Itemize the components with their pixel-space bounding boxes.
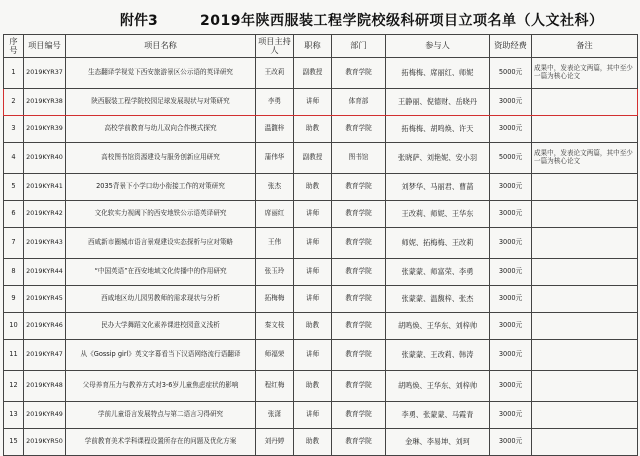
cell-project-name: 从《Gossip girl》英文字幕看当下汉语网络流行语翻译 <box>66 340 256 371</box>
cell-members: 张晓萨、刘艳妮、安小羽 <box>386 143 490 174</box>
cell-title: 助教 <box>294 313 332 340</box>
cell-leader: 拓梅梅 <box>256 286 294 313</box>
cell-note <box>532 402 638 429</box>
cell-dept: 教育学院 <box>332 201 386 228</box>
cell-project-name: 2035背景下小学口幼小衔接工作的对策研究 <box>66 174 256 201</box>
cell-title: 助教 <box>294 174 332 201</box>
table-header-row <box>4 35 638 58</box>
cell-fund: 5000元 <box>490 58 532 89</box>
cell-project-name: “中国英语”在西安地域文化传播中的作用研究 <box>66 259 256 286</box>
cell-dept: 教育学院 <box>332 429 386 456</box>
table-row <box>4 58 638 89</box>
cell-members: 王静丽、倪德财、岳晓丹 <box>386 89 490 116</box>
cell-note: 成果中，发表论文两篇，其中至少一篇为核心论文 <box>532 58 638 89</box>
cell-fund: 3000元 <box>490 340 532 371</box>
cell-project-name: 陕西服装工程学院校园足球发展现状与对策研究 <box>66 89 256 116</box>
cell-title: 副教授 <box>294 143 332 174</box>
cell-note <box>532 340 638 371</box>
cell-note <box>532 286 638 313</box>
table-row <box>4 201 638 228</box>
cell-no: 5 <box>4 174 24 201</box>
cell-note <box>532 201 638 228</box>
cell-code: 2019KYR40 <box>24 143 66 174</box>
cell-members: 胡鸣焕、王华东、刘梓帅 <box>386 313 490 340</box>
cell-no: 8 <box>4 259 24 286</box>
cell-leader: 秦文枝 <box>256 313 294 340</box>
cell-title: 助教 <box>294 429 332 456</box>
cell-note <box>532 371 638 402</box>
cell-dept: 教育学院 <box>332 371 386 402</box>
cell-no: 13 <box>4 402 24 429</box>
cell-members: 张蒙蒙、王改莉、韩涛 <box>386 340 490 371</box>
table-row <box>4 174 638 201</box>
cell-no: 11 <box>4 340 24 371</box>
cell-title: 助教 <box>294 371 332 402</box>
cell-title: 讲师 <box>294 402 332 429</box>
cell-members: 拓梅梅、席丽红、师妮 <box>386 58 490 89</box>
cell-note <box>532 89 638 116</box>
cell-no: 4 <box>4 143 24 174</box>
cell-dept: 教育学院 <box>332 286 386 313</box>
cell-title: 讲师 <box>294 201 332 228</box>
cell-fund: 3000元 <box>490 116 532 143</box>
table-row <box>4 371 638 402</box>
cell-title: 助教 <box>294 116 332 143</box>
cell-code: 2019KYR41 <box>24 174 66 201</box>
table-row <box>4 286 638 313</box>
cell-title: 讲师 <box>294 89 332 116</box>
cell-leader: 席丽红 <box>256 201 294 228</box>
cell-dept: 教育学院 <box>332 259 386 286</box>
cell-fund: 3000元 <box>490 286 532 313</box>
cell-fund: 3000元 <box>490 228 532 259</box>
cell-leader: 温馥梓 <box>256 116 294 143</box>
cell-fund: 3000元 <box>490 402 532 429</box>
col-header-title: 职称 <box>294 35 332 58</box>
cell-leader: 蒲伟华 <box>256 143 294 174</box>
cell-dept: 教育学院 <box>332 402 386 429</box>
cell-leader: 李勇 <box>256 89 294 116</box>
document-header <box>0 6 640 30</box>
cell-note <box>532 228 638 259</box>
cell-note <box>532 429 638 456</box>
cell-members: 拓梅梅、胡鸣焕、许天 <box>386 116 490 143</box>
cell-members: 李勇、张蒙蒙、马霞青 <box>386 402 490 429</box>
cell-title: 讲师 <box>294 259 332 286</box>
cell-fund: 3000元 <box>490 201 532 228</box>
cell-note <box>532 116 638 143</box>
cell-no: 7 <box>4 228 24 259</box>
table-row <box>4 143 638 174</box>
document-title: 2019年陕西服装工程学院校级科研项目立项名单（人文社科） <box>200 13 604 29</box>
cell-members: 刘梦华、马丽君、曹菡 <box>386 174 490 201</box>
cell-leader: 师福荣 <box>256 340 294 371</box>
cell-dept: 教育学院 <box>332 58 386 89</box>
cell-project-name: 父母养育压力与教养方式对3-6岁儿童焦虑症状的影响 <box>66 371 256 402</box>
cell-project-name: 高校图书馆资源建设与服务创新应用研究 <box>66 143 256 174</box>
cell-no: 3 <box>4 116 24 143</box>
table-row <box>4 429 638 456</box>
cell-project-name: 文化软实力视阈下的西安地铁公示语英译研究 <box>66 201 256 228</box>
cell-fund: 3000元 <box>490 313 532 340</box>
project-table <box>3 34 638 456</box>
col-header-no: 序号 <box>4 35 24 58</box>
cell-code: 2019KYR46 <box>24 313 66 340</box>
cell-dept: 体育部 <box>332 89 386 116</box>
cell-dept: 图书馆 <box>332 143 386 174</box>
table-row <box>4 259 638 286</box>
cell-no: 1 <box>4 58 24 89</box>
cell-code: 2019KYR42 <box>24 201 66 228</box>
col-header-leader: 项目主持人 <box>256 35 294 58</box>
cell-code: 2019KYR44 <box>24 259 66 286</box>
col-header-fund: 资助经费 <box>490 35 532 58</box>
cell-fund: 3000元 <box>490 371 532 402</box>
cell-note: 成果中，发表论文两篇，其中至少一篇为核心论文 <box>532 143 638 174</box>
cell-project-name: 西咸地区幼儿园男教师的需求现状与分析 <box>66 286 256 313</box>
cell-note <box>532 313 638 340</box>
cell-project-name: 学前儿童语言发展特点与第二语言习得研究 <box>66 402 256 429</box>
cell-members: 胡鸣焕、王华东、刘梓帅 <box>386 371 490 402</box>
cell-code: 2019KYR49 <box>24 402 66 429</box>
cell-leader: 刘丹婷 <box>256 429 294 456</box>
cell-no: 6 <box>4 201 24 228</box>
cell-code: 2019KYR47 <box>24 340 66 371</box>
table-row <box>4 116 638 143</box>
col-header-name: 项目名称 <box>66 35 256 58</box>
cell-fund: 5000元 <box>490 143 532 174</box>
cell-code: 2019KYR43 <box>24 228 66 259</box>
cell-leader: 张杰 <box>256 174 294 201</box>
cell-members: 王改莉、师妮、王华东 <box>386 201 490 228</box>
table-row <box>4 89 638 116</box>
cell-code: 2019KYR37 <box>24 58 66 89</box>
cell-dept: 教育学院 <box>332 340 386 371</box>
cell-fund: 3000元 <box>490 174 532 201</box>
cell-leader: 王伟 <box>256 228 294 259</box>
cell-no: 15 <box>4 429 24 456</box>
col-header-note: 备注 <box>532 35 638 58</box>
cell-fund: 3000元 <box>490 89 532 116</box>
col-header-code: 项目编号 <box>24 35 66 58</box>
table-body <box>4 58 638 456</box>
cell-title: 讲师 <box>294 228 332 259</box>
cell-note <box>532 259 638 286</box>
cell-no: 9 <box>4 286 24 313</box>
cell-code: 2019KYR50 <box>24 429 66 456</box>
cell-leader: 张潇 <box>256 402 294 429</box>
cell-dept: 教育学院 <box>332 174 386 201</box>
cell-fund: 3000元 <box>490 259 532 286</box>
cell-dept: 教育学院 <box>332 313 386 340</box>
cell-members: 师妮、拓梅梅、王改莉 <box>386 228 490 259</box>
table-row <box>4 313 638 340</box>
cell-code: 2019KYR48 <box>24 371 66 402</box>
cell-project-name: 生态翻译学视觉下西安旅游景区公示语的英译研究 <box>66 58 256 89</box>
cell-title: 讲师 <box>294 286 332 313</box>
cell-title: 副教授 <box>294 58 332 89</box>
cell-project-name: 西咸新市圈城市语言景观建设实态探析与应对策略 <box>66 228 256 259</box>
cell-code: 2019KYR39 <box>24 116 66 143</box>
cell-title: 讲师 <box>294 340 332 371</box>
cell-no: 10 <box>4 313 24 340</box>
cell-project-name: 民办大学舞蹈文化素养课进校园意义浅析 <box>66 313 256 340</box>
cell-leader: 张玉玲 <box>256 259 294 286</box>
cell-leader: 王改莉 <box>256 58 294 89</box>
cell-note <box>532 174 638 201</box>
cell-code: 2019KYR45 <box>24 286 66 313</box>
cell-dept: 教育学院 <box>332 116 386 143</box>
cell-no: 2 <box>4 89 24 116</box>
cell-code: 2019KYR38 <box>24 89 66 116</box>
cell-no: 12 <box>4 371 24 402</box>
col-header-dept: 部门 <box>332 35 386 58</box>
cell-fund: 3000元 <box>490 429 532 456</box>
table-row <box>4 340 638 371</box>
cell-dept: 教育学院 <box>332 228 386 259</box>
table-row <box>4 228 638 259</box>
cell-leader: 程红梅 <box>256 371 294 402</box>
cell-project-name: 学前教育美术学科课程设置所存在的问题及优化方案 <box>66 429 256 456</box>
table-row <box>4 402 638 429</box>
cell-members: 张蒙蒙、师富荣、李勇 <box>386 259 490 286</box>
col-header-members: 参与人 <box>386 35 490 58</box>
cell-members: 金琳、李易坤、刘珂 <box>386 429 490 456</box>
cell-project-name: 高校学前教育与幼儿双向合作模式探究 <box>66 116 256 143</box>
attachment-label: 附件3 <box>120 13 158 29</box>
cell-members: 张蒙蒙、温馥梓、张杰 <box>386 286 490 313</box>
